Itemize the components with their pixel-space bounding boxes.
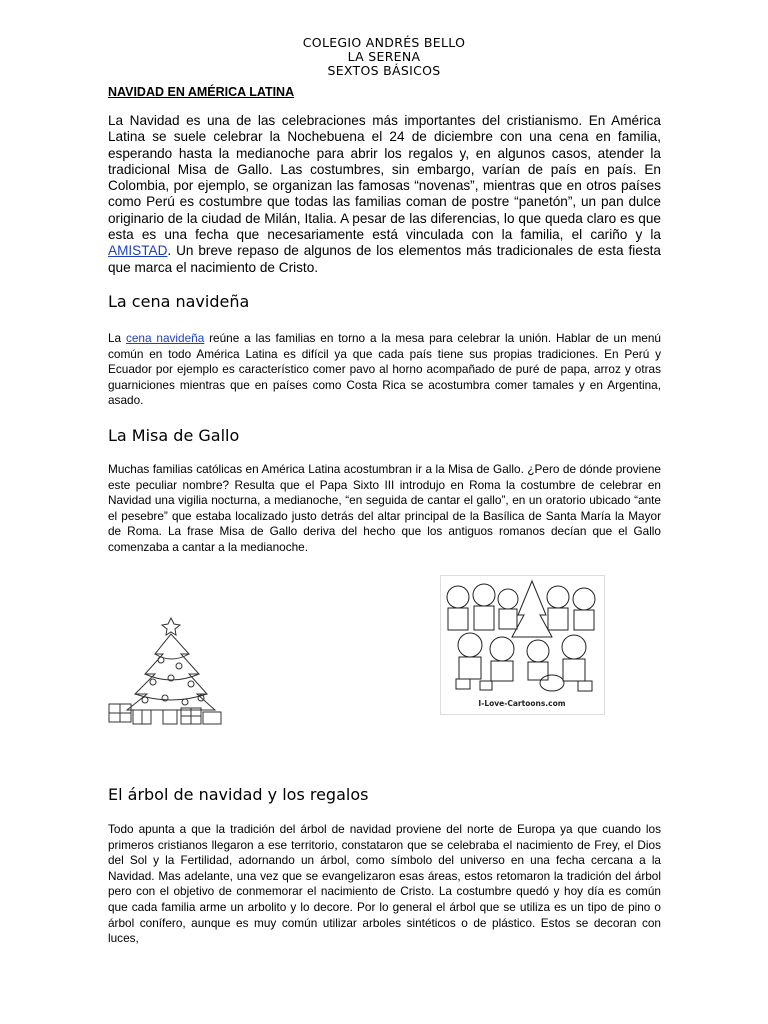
document-title: NAVIDAD EN AMÉRICA LATINA	[108, 85, 295, 99]
school-name: COLEGIO ANDRÉS BELLO	[302, 35, 466, 50]
arbol-paragraph: Todo apunta a que la tradición del árbol de navidad proviene del norte de Europa ya que cuando los primeros cristianos llegaron a ese territorio, constataron que se celebraba el nacimiento de Frey, el Dios del Sol y la Fertilidad, adornando un árbol, como símbolo del universo en una fecha cercana a la Navidad. Mas adelante, una vez que se evangelizaron esas áreas, estos retomaron la tradición del árbol pero con el objetivo de conmemorar el nacimiento de Cristo. La costumbre quedó y hoy día es común que cada familia arme un arbolito y lo decore. Por lo general el árbol que se utiliza es un tipo de pino o árbol conífero, aunque es muy común utilizar arboles sintéticos o de plástico. Estos se decoran con luces,	[108, 822, 661, 946]
heading-misa-de-gallo: La Misa de Gallo	[108, 426, 240, 445]
cartoon-caption: I-Love-Cartoons.com	[478, 699, 566, 708]
cena-navidena-link[interactable]: cena navideña	[125, 331, 205, 345]
misa-paragraph: Muchas familias católicas en América Latina acostumbran ir a la Misa de Gallo. ¿Pero de dónde proviene este peculiar nombre? Resulta que el Papa Sixto III introdujo en Roma la costumbre de celebrar en Navidad una vigilia nocturna, a medianoche, “en seguida de cantar el gallo”, en un oratorio ubicado “ante el pesebre” que estaba localizado justo detrás del altar principal de la Basílica de Santa María la Mayor de Roma. La frase Misa de Gallo deriva del hecho que los antiguos romanos decían que el Gallo comenzaba a cantar a la medianoche.	[108, 462, 661, 554]
christmas-tree-illustration	[105, 612, 225, 727]
amistad-link[interactable]: AMISTAD	[108, 243, 168, 259]
school-header	[0, 36, 768, 78]
cena-paragraph: La cena navideña reúne a las familias en torno a la mesa para celebrar la unión. Hablar de un menú común en todo América Latina es difícil ya que cada país tiene sus propias tradiciones. En Perú y Ecuador por ejemplo es característico comer pavo al horno acompañado de puré de papa, arroz y otras guarniciones mientras que en países como Costa Rica se acostumbra comer tamales y en Argentina, asado.	[108, 331, 661, 408]
heading-cena-navidena: La cena navideña	[108, 292, 250, 311]
cartoon-characters-illustration	[440, 575, 605, 715]
school-grade: SEXTOS BÁSICOS	[327, 63, 441, 78]
intro-paragraph: La Navidad es una de las celebraciones más importantes del cristianismo. En América Latina se suele celebrar la Nochebuena el 24 de diciembre con una cena en familia, esperando hasta la medianoche para abrir los regalos y, en algunos casos, atender la tradicional Misa de Gallo. Las costumbres, sin embargo, varían de país en país. En Colombia, por ejemplo, se organizan las famosas “novenas”, mientras que en otros países como Perú es costumbre que todas las familias coman de postre “panetón”, un pan dulce originario de la ciudad de Milán, Italia. A pesar de las diferencias, lo que queda claro es que esta es una fecha que necesariamente está vinculada con la familia, el cariño y la AMISTAD. Un breve repaso de algunos de los elementos más tradicionales de esta fiesta que marca el nacimiento de Cristo.	[108, 113, 661, 275]
heading-arbol-navidad: El árbol de navidad y los regalos	[108, 785, 369, 804]
school-city: LA SERENA	[347, 49, 421, 64]
